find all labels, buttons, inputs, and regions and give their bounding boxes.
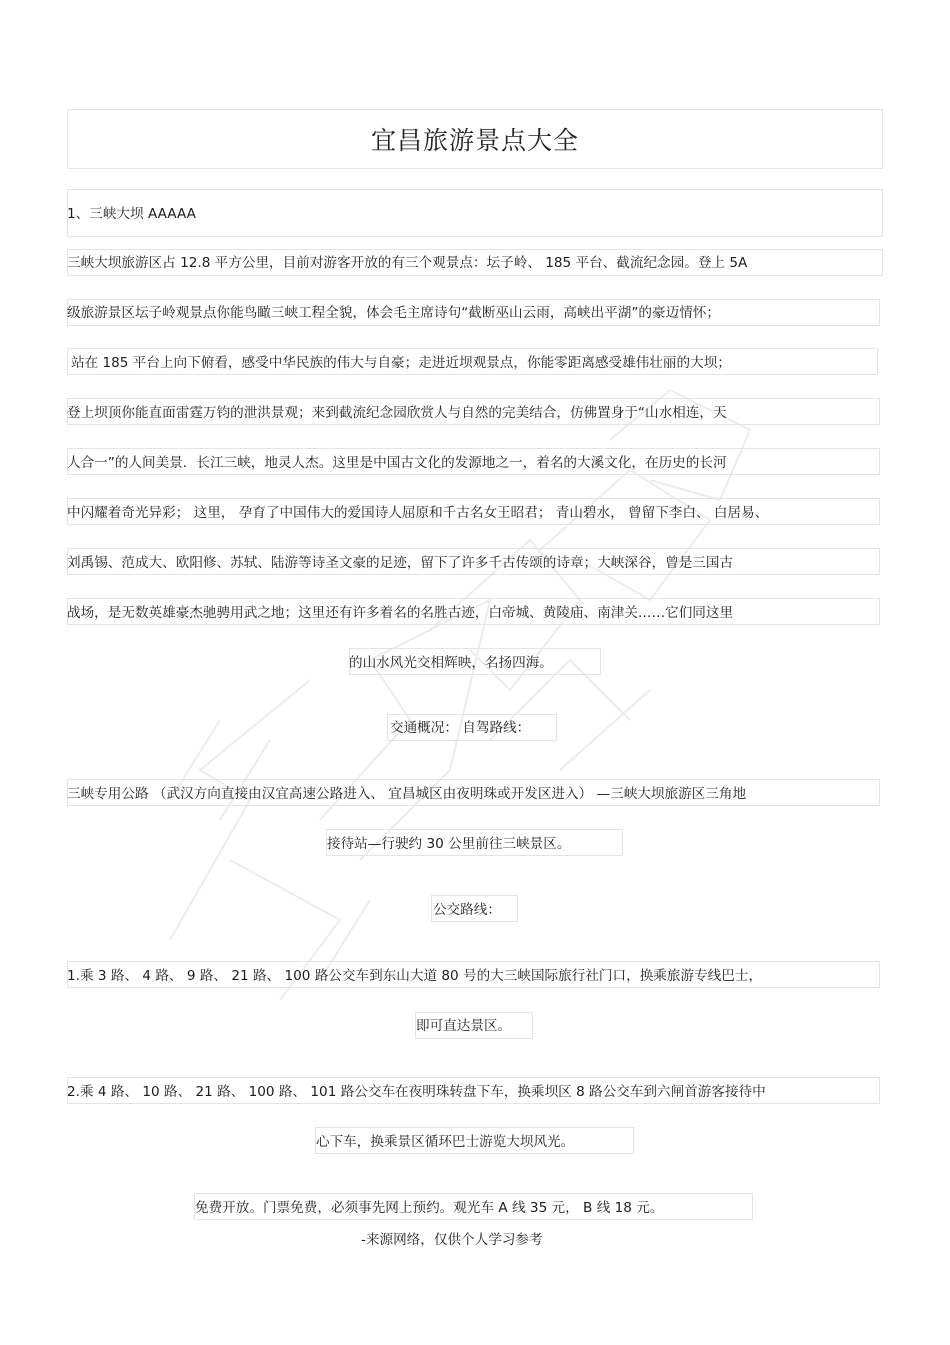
- body-line: 级旅游景区坛子岭观景点你能鸟瞰三峡工程全貌，体会毛主席诗句“截断巫山云雨，高峡出平湖”的豪迈情怀；: [67, 305, 720, 321]
- body-line: 刘禹锡、范成大、欧阳修、苏轼、陆游等诗圣文豪的足迹，留下了许多千古传颂的诗章；大峡深谷，曾是三国古: [67, 555, 734, 571]
- bus-heading: 公交路线：: [433, 902, 501, 918]
- bus-route-line: 1.乘 3 路、 4 路、 9 路、 21 路、 100 路公交车到东山大道 80 号的大三峡国际旅行社门口，换乘旅游专线巴士，: [67, 968, 763, 984]
- bus-route-line: 即可直达景区。: [416, 1018, 512, 1034]
- section-heading: 1、三峡大坝 AAAAA: [67, 206, 196, 222]
- drive-route-line: 接待站—行驶约 30 公里前往三峡景区。: [327, 836, 571, 852]
- document-title: 宜昌旅游景点大全: [370, 126, 579, 155]
- body-line: 人合一”的人间美景．长江三峡，地灵人杰。这里是中国古文化的发源地之一，着名的大溪文化，在历史的长河: [67, 455, 727, 471]
- body-line: 三峡大坝旅游区占 12.8 平方公里，目前对游客开放的有三个观景点：坛子岭、 185 平台、截流纪念园。登上 5A: [67, 255, 748, 271]
- body-line: 的山水风光交相辉映，名扬四海。: [349, 655, 553, 671]
- ticket-info: 免费开放。门票免费，必须事先网上预约。观光车 A 线 35 元， B 线 18 元。: [195, 1200, 664, 1216]
- body-line: 站在 185 平台上向下俯看，感受中华民族的伟大与自豪；走进近坝观景点，你能零距离感受雄伟壮丽的大坝；: [71, 355, 731, 371]
- bus-route-line: 心下车，换乘景区循环巴士游览大坝风光。: [316, 1134, 575, 1150]
- bus-route-line: 2.乘 4 路、 10 路、 21 路、 100 路、 101 路公交车在夜明珠转盘下车，换乘坝区 8 路公交车到六闸首游客接待中: [67, 1084, 766, 1100]
- body-line: 中闪耀着奇光异彩； 这里， 孕育了中国伟大的爱国诗人屈原和千古名女王昭君； 青山碧水， 曾留下李白、 白居易、: [67, 505, 769, 521]
- traffic-heading: 交通概况： 自驾路线：: [390, 720, 531, 736]
- body-line: 登上坝顶你能直面雷霆万钧的泄洪景观；来到截流纪念园欣赏人与自然的完美结合，仿佛置身于“山水相连，天: [67, 405, 727, 421]
- source-footer: -来源网络，仅供个人学习参考: [361, 1232, 543, 1248]
- body-line: 战场，是无数英雄豪杰驰骋用武之地；这里还有许多着名的名胜古迹，白帝城、黄陵庙、南津关……它们同这里: [67, 605, 734, 621]
- drive-route-line: 三峡专用公路 （武汉方向直接由汉宜高速公路进入、 宜昌城区由夜明珠或开发区进入） —三峡大坝旅游区三角地: [67, 786, 747, 802]
- title-box: [67, 109, 883, 169]
